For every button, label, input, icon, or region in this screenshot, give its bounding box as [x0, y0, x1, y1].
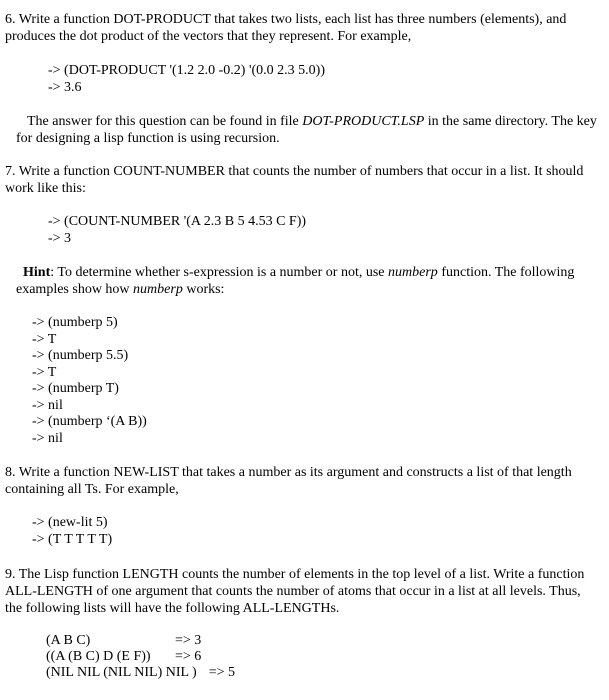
example-row: [46, 632, 235, 648]
code-line: -> (DOT-PRODUCT '(1.2 2.0 -0.2) '(0.0 2.3 5.0)): [48, 63, 325, 78]
hint-label: Hint: [23, 265, 51, 280]
question-6-example: [48, 62, 325, 96]
example-result: => 3: [175, 633, 202, 648]
example-row: [46, 648, 235, 664]
hint-paragraph: Hint: To determine whether s-expression is a number or not, use numberp function. The following examples show how numberp works:: [16, 265, 575, 297]
numberp-function-name: numberp: [133, 282, 183, 297]
code-line: -> (numberp T): [32, 381, 119, 396]
numberp-function-name: numberp: [388, 265, 438, 280]
code-line: -> (T T T T T): [32, 531, 113, 547]
code-line: -> (new-lit 5): [32, 515, 108, 530]
code-line: -> (numberp ‘(A B)): [32, 414, 147, 429]
question-9-examples: [46, 632, 235, 680]
code-line: -> 3.6: [48, 80, 82, 95]
answer-file-name: DOT-PRODUCT.LSP: [302, 114, 425, 129]
example-row: [46, 664, 235, 680]
code-line: -> (COUNT-NUMBER '(A 2.3 B 5 4.53 C F)): [48, 214, 307, 229]
question-7-example: [48, 213, 306, 247]
code-line: -> (numberp 5): [32, 315, 118, 330]
hint-examples: [32, 314, 147, 446]
question-9-text: 9. The Lisp function LENGTH counts the number of elements in the top level of a list. Write a function ALL-LENGTH of one argument that counts the number of atoms that occur in a list at all levels. Thus, the following lists will have the following ALL-LENGTHs.: [5, 567, 585, 616]
code-line: -> 3: [48, 231, 72, 246]
example-list: ((A (B C) D (E F)): [46, 649, 151, 664]
question-6-note: The answer for this question can be found in file DOT-PRODUCT.LSP in the same directory. The key for designing a lisp function is using recursion.: [16, 114, 597, 146]
code-line: -> T: [32, 364, 57, 380]
code-line: -> nil: [32, 430, 63, 446]
question-6-text: 6. Write a function DOT-PRODUCT that takes two lists, each list has three numbers (elements), and produces the dot product of the vectors that they represent. For example,: [5, 12, 567, 44]
example-list: (NIL NIL (NIL NIL) NIL ): [46, 665, 197, 680]
example-result: => 6: [175, 649, 202, 664]
question-8-example: [32, 514, 112, 547]
example-list: (A B C): [46, 633, 91, 648]
code-line: -> nil: [32, 397, 63, 413]
code-line: -> T: [32, 331, 57, 347]
question-7-text: 7. Write a function COUNT-NUMBER that counts the number of numbers that occur in a list. It should work like this:: [5, 164, 584, 196]
code-line: -> (numberp 5.5): [32, 348, 129, 363]
example-result: => 5: [208, 665, 235, 680]
question-8-text: 8. Write a function NEW-LIST that takes a number as its argument and constructs a list of that length containing all Ts. For example,: [5, 465, 572, 497]
